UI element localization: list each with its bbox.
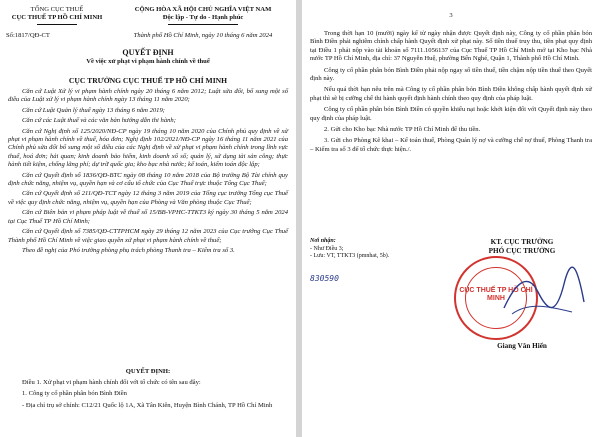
recipients-block [310, 238, 430, 282]
clause-paragraph: Công ty cổ phần phân bón Bình Điền phải nộp ngay số tiền thuế, tiền chậm nộp tiền thuế theo Quyết định này. [310, 66, 592, 83]
date-line: Thành phố Hồ Chí Minh, ngày 10 tháng 6 năm 2024 [133, 32, 273, 39]
basis-paragraph: Theo đề nghị của Phó trưởng phòng phụ trách phòng Thanh tra – Kiểm tra số 3. [22, 246, 235, 254]
authority: CỤC TRƯỞNG CỤC THUẾ TP HỒ CHÍ MINH [68, 76, 228, 85]
sign-title: KT. CỤC TRƯỞNG [490, 238, 554, 246]
doc-title: QUYẾT ĐỊNH [122, 48, 174, 57]
national-header [112, 6, 294, 25]
doc-subtitle: Về việc xử phạt vi phạm hành chính về thuế [86, 58, 210, 65]
clause-paragraph: 3. Gửi cho Phòng Kê khai – Kế toán thuế, Phòng Quản lý nợ và cưỡng chế nợ thuế, Phòng Thanh tra – Kiểm tra số 3 để tổ chức thực hiện./. [310, 137, 592, 153]
motto-rule [168, 24, 238, 25]
signer-name: Giang Văn Hiển [497, 342, 547, 350]
execution-clauses [310, 30, 592, 154]
violator-name: 1. Công ty cổ phần phân bón Bình Điền [22, 390, 127, 398]
handwritten-code: 830590 [310, 273, 339, 283]
page-left [0, 0, 296, 437]
page-number: 3 [449, 12, 453, 19]
doc-number: Số:1817/QĐ-CT [6, 32, 50, 39]
basis-paragraph: Căn cứ Quyết định số 7385/QĐ-CTTPHCM ngày 29 tháng 12 năm 2023 của Cục trưởng Cục Thuế Thành phố Hồ Chí Minh về việc giao quyền xử phạt vi phạm hành chính về thuế; [8, 228, 288, 244]
issuer-block [2, 6, 112, 25]
clause-paragraph: Công ty cổ phần phân bón Bình Điền có quyền khiếu nại hoặc khởi kiện đối với Quyết định này theo quy định của pháp luật. [310, 106, 592, 122]
page-right [302, 0, 600, 437]
legal-basis [8, 88, 288, 255]
basis-paragraph: Căn cứ Nghị định số 125/2020/NĐ-CP ngày 19 tháng 10 năm 2020 của Chính phủ quy định về xử phạt vi phạm hành chính về thuế, hóa đơn; Nghị định 102/2021/NĐ-CP ngày 16 tháng 11 năm 2021 của Chính phủ sửa đổi bổ sung một số điều của các Nghị định về xử phạt vi phạm hành chính trong lĩnh vực thuế, hoá đơn; hải quan; kinh doanh bảo hiểm, kinh doanh xổ số; quản lý, sử dụng tài sản công; thực hành tiết kiệm, chống lãng phí; dự trữ quốc gia; kho bạc nhà nước; kế toán, kiểm toán độc lập; [8, 127, 288, 169]
signature-titles [452, 238, 592, 256]
national-title: CỘNG HÒA XÃ HỘI CHỦ NGHĨA VIỆT NAM [134, 6, 272, 13]
recipients-title: Nơi nhận: [310, 238, 336, 244]
decides-heading: QUYẾT ĐỊNH: [125, 368, 171, 375]
clause-paragraph: 2. Gửi cho Kho bạc Nhà nước TP Hồ Chí Minh để thu tiền. [324, 126, 481, 134]
issuer-parent: TỔNG CỤC THUẾ [30, 6, 84, 13]
basis-paragraph: Căn cứ Biên bản vi phạm pháp luật về thuế số 15/BB-VPHC-TTKT3 ký ngày 30 tháng 5 năm 2024 tại Cục Thuế TP Hồ Chí Minh; [8, 209, 288, 225]
issuer-name: CỤC THUẾ TP HỒ CHÍ MINH [11, 14, 103, 22]
article-1-text: Điều 1. Xử phạt vi phạm hành chính đối với tổ chức có tên sau đây: [22, 379, 201, 386]
article-1 [8, 379, 290, 410]
handwritten-signature [498, 262, 590, 324]
violator-address: - Địa chỉ trụ sở chính: C12/21 Quốc lộ 1A, Xã Tân Kiên, Huyện Bình Chánh, TP Hồ Chí Minh [22, 401, 273, 409]
national-motto: Độc lập - Tự do - Hạnh phúc [162, 14, 244, 22]
basis-paragraph: Căn cứ Quyết định số 1836/QĐ-BTC ngày 08 tháng 10 năm 2018 của Bộ trưởng Bộ Tài chính quy định chức năng, nhiệm vụ, quyền hạn và cơ cấu tổ chức của Cục Thuế trực thuộc Tổng Cục Thuế; [8, 171, 288, 188]
recipient-item: - Lưu: VT, TTKT3 (pmnhat, 5b). [310, 253, 390, 260]
clause-paragraph: Nếu quá thời hạn nêu trên mà Công ty cổ phần phân bón Bình Điền không chấp hành quyết định xử phạt thì sẽ bị cưỡng chế thi hành quyết định hành chính theo quy định của pháp luật. [310, 86, 592, 102]
seal-text: CỤC THUẾ TP HỒ CHÍ MINH [459, 286, 533, 302]
basis-paragraph: Căn cứ các Luật thuế và các văn bản hướng dẫn thi hành; [22, 117, 176, 125]
recipient-item: - Như Điều 3; [310, 245, 344, 252]
basis-paragraph: Căn cứ Quyết định số 211/QĐ-TCT ngày 12 tháng 3 năm 2019 của Tổng cục trưởng Tổng cục Thuế về việc quy định chức năng, nhiệm vụ, quyền hạn của Phòng và Văn phòng thuộc Cục Thuế; [8, 190, 288, 206]
basis-paragraph: Căn cứ Luật Quản lý thuế ngày 13 tháng 6 năm 2019; [22, 106, 165, 114]
issuer-rule [37, 24, 77, 25]
clause-paragraph: Trong thời hạn 10 (mười) ngày kể từ ngày nhận được Quyết định này, Công ty cổ phần phân bón Bình Điền phải nghiêm chỉnh chấp hành Quyết định xử phạt này. Số tiền thuế truy thu, tiền phạt quy định tại Điều 1 phải nộp vào tài khoản số 7111.1056137 của Cục Thuế TP Hồ Chí Minh mở tại Kho bạc Nhà nước TP Hồ Chí Minh, địa chỉ: 37 Nguyễn Huệ, phường Bến Nghé, Quận 1, Thành phố Hồ Chí Minh. [310, 30, 592, 63]
sign-subtitle: PHÓ CỤC TRƯỞNG [488, 247, 556, 255]
basis-paragraph: Căn cứ Luật Xử lý vi phạm hành chính ngày 20 tháng 6 năm 2012; Luật sửa đổi, bổ sung một số điều của Luật xử lý vi phạm hành chính ngày 13 tháng 11 năm 2020; [8, 88, 288, 104]
